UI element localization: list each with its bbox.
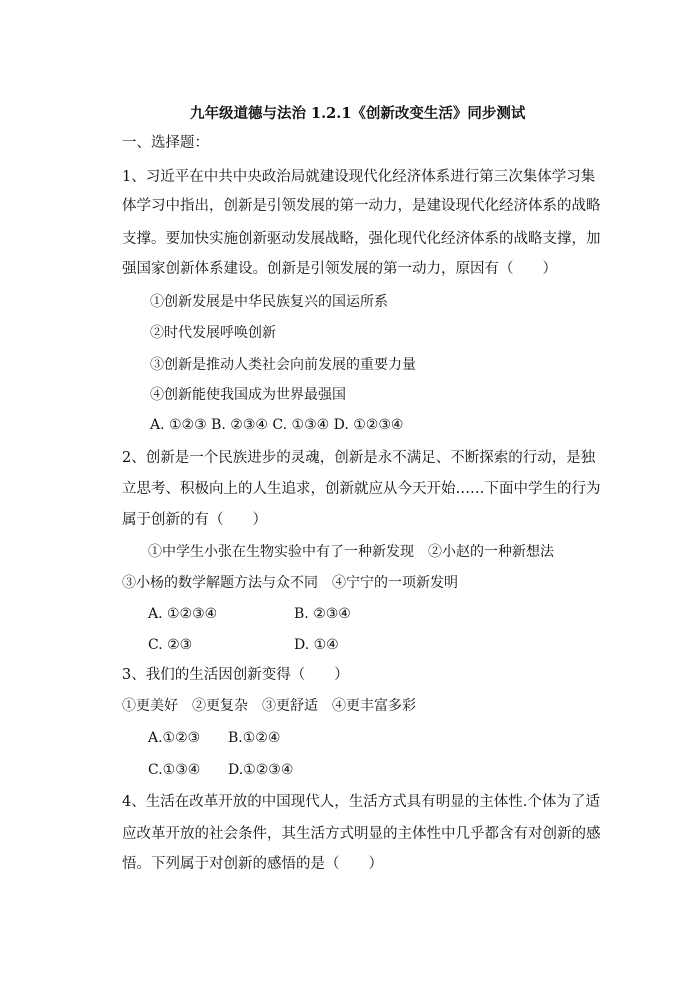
q3-items: ①更美好 ②更复杂 ③更舒适 ④更丰富多彩	[122, 698, 416, 714]
q1-options: A. ①②③ B. ②③④ C. ①③④ D. ①②③④	[150, 417, 404, 433]
q2-text-line-3: 属于创新的有（ ）	[122, 512, 267, 528]
q3-option-c: C.①③④	[148, 762, 201, 778]
q1-text-line-1: 1、习近平在中共中央政治局就建设现代化经济体系进行第三次集体学习集	[122, 169, 596, 185]
q2-option-c: C. ②③	[148, 637, 193, 653]
q3-option-d: D.①②③④	[228, 762, 294, 778]
q2-text-line-2: 立思考、积极向上的人生追求，创新就应从今天开始……下面中学生的行为	[122, 481, 601, 497]
q3-option-b: B.①②④	[228, 730, 281, 746]
section-heading: 一、选择题：	[122, 135, 209, 151]
q1-item-4: ④创新能使我国成为世界最强国	[150, 387, 346, 403]
q3-option-a: A.①②③	[148, 730, 201, 746]
q2-text-line-1: 2、创新是一个民族进步的灵魂，创新是永不满足、不断探索的行动，是独	[122, 450, 596, 466]
document-title: 九年级道德与法治 1.2.1《创新改变生活》同步测试	[190, 105, 526, 122]
q1-item-2: ②时代发展呼唤创新	[150, 325, 276, 341]
q2-option-a: A. ①②③④	[148, 606, 218, 622]
q2-item-line-2: ③小杨的数学解题方法与众不同 ④宁宁的一项新发明	[122, 575, 458, 591]
q2-item-line-1: ①中学生小张在生物实验中有了一种新发现 ②小赵的一种新想法	[148, 544, 554, 560]
q2-option-b: B. ②③④	[294, 606, 351, 622]
q2-option-d: D. ①④	[294, 637, 339, 653]
q4-text-line-3: 悟。下列属于对创新的感悟的是（ ）	[122, 856, 383, 872]
q1-text-line-2: 体学习中指出，创新是引领发展的第一动力，是建设现代化经济体系的战略	[122, 198, 601, 214]
q3-text-line-1: 3、我们的生活因创新变得（ ）	[122, 667, 349, 683]
q1-text-line-4: 强国家创新体系建设。创新是引领发展的第一动力，原因有（ ）	[122, 261, 557, 277]
q1-item-1: ①创新发展是中华民族复兴的国运所系	[150, 294, 388, 310]
q4-text-line-2: 应改革开放的社会条件，其生活方式明显的主体性中几乎都含有对创新的感	[122, 826, 601, 842]
q4-text-line-1: 4、生活在改革开放的中国现代人，生活方式具有明显的主体性.个体为了适	[122, 794, 600, 810]
q1-item-3: ③创新是推动人类社会向前发展的重要力量	[150, 357, 416, 373]
q1-text-line-3: 支撑。要加快实施创新驱动发展战略，强化现代化经济体系的战略支撑，加	[122, 231, 601, 247]
